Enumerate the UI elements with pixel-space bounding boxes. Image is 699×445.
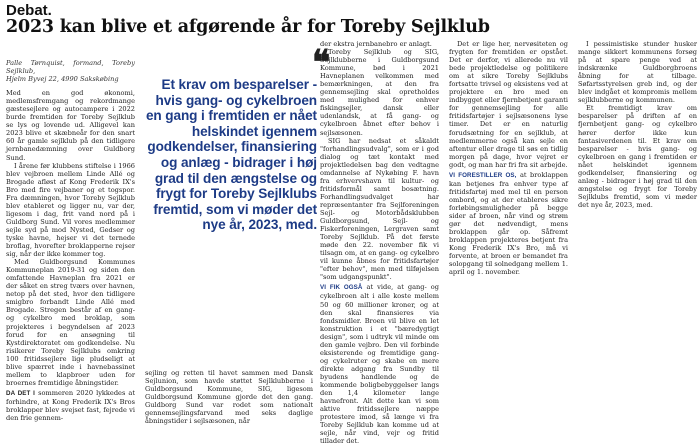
paragraph: I pessimistiske stunder husker mange sikkert kommunens forsøg på at spare penge ved at indskrænke Guldborgbroens åbning for at tilbage. Søfartsstyrelsen greb ind, og der blev indgået et kompromis mellem sejlklubberne og kommunen. xyxy=(578,40,697,105)
lead-text: sommeren 2020 lykkedes at forhindre, at Kong Frederik IX's Bros broklapper blev svejset fast, fejrede vi den frie gennem- xyxy=(6,388,135,423)
article-column-4 xyxy=(578,40,697,209)
pull-quote: Et krav om besparelser - hvis gang- og cykelbroen en gang i fremtiden er nået helskindet igennem godkendelser, finansiering og anlæg - bidrager i høj grad til den ængstelse og frygt for Toreby Sejlklubs fremtid, som vi møder det nye år, 2023, med. xyxy=(145,77,317,233)
paragraph: sejling og retten til havet sammen med Dansk Sejlunion, som havde støttet Sejlklubberne i Guldborgsund Kommune, SIG, ligesom Guldborgsund Kommune gjorde det den gang. Guldborg Sund var rodet som nationalt gennemsejlingsfarvand med seks daglige åbningstider i sejlsæsonen, når xyxy=(145,369,313,426)
paragraph: Det er lige her, nervøsiteten og frygten for fremtiden er opstået. Det er derfor, vi allerede nu vil bede projektledelse og politikere om at sikre Toreby Sejlklubs fortsatte trivsel og eksistens ved at projektere en bro med en indbygget eller fjernbetjent garanti for gennemsejling for alle fritidsfartøjer i sejlsæsonens lyse timer. Det er en naturlig forudsætning for en sejlklub, at medlemmerne også kan sejle en aftentur eller drage til søs en tidlig morgen på dage, hvor vejret er godt, og man har fri fra sit arbejde. xyxy=(449,40,568,169)
article-column-2-bottom xyxy=(145,369,313,425)
lead-text: at broklappen kan betjenes fra enhver type af fritidsfartøj med mel til en person ombord, og at der etableres sikre forløbingsmuligheder på begge sider af broen, når vind og strøm gør det nødvendigt, mens broklappen går op. Såfremt broklappen projekteres betjent fra Kong Frederik IX's Bro, må vi forvente, at broen er bemandet fra solopgang til solnedgang mellem 1. april og 1. november. xyxy=(449,170,568,277)
paragraph: Med Guldborgsund Kommunes Kommuneplan 2019-31 og siden den omfattende Havneplan fra 2021 er der såket en streg tværs over havnen, netop på det sted, hvor den tidligere smigbro forbandt Linde Allé med Brogade. Stregen består af en gang- og cykelbro med broklap, som projekteres i begyndelsen af 2023 forud for en ansøgning til Kystdirektoratet om godkendelse. Nu risikerer Toreby Sejlklubs omkring 100 fritidssejlere lige pludseligt at blive spærret inde i havnebassinet mellem to klapbroer uden for broernes fremtidige åbningstider. xyxy=(6,258,135,387)
paragraph-lead xyxy=(320,283,439,445)
paragraph: Med en god økonomi, medlemsfremgang og rekordmange gæstesejlere og autocampere i 2022 burde fremtiden for Toreby Sejlklub se lys og lovende ud. Alligevel kan 2023 blive et skæbneår for den snart 60 år gamle sejlklub på den tidligere jernbanedæmning over Guldborg Sund. xyxy=(6,89,135,162)
paragraph-lead xyxy=(449,171,568,277)
article-column-2 xyxy=(320,40,439,445)
section-label: Debat. xyxy=(6,2,52,19)
lead-text: at vide, at gang- og cykelbroen alt i alle koste mellem 50 og 60 millioner kroner, og at den skal finansieres via fondsmidler. Broen vil blive en let konstruktion i et "bæredygtigt design", som i udtryk vil minde om den gamle vejbro. Den vil forbinde eksisterende og fremtidige gang- og cykelruter og skabe en mere direkte adgang fra Sundby til byudens handlende og de kommende boligbebyggelser langs den 1,4 kilometer lange havnefront. Alt dette kan vi som aktive fritidssejlere næppe protestere imod, så længe vi fra Toreby Sejlklub kan komme ud at sejle, når vind, vejr og fritid tillader det. xyxy=(320,283,439,445)
paragraph: SIG har nedsat et såkaldt "forhandlingsudvalg", som er i god dialog og tæt kontakt med projektledelsen bag den vedtagne omdannelse af Nykøbing F. havn fra erhvervshavn til kultur- og fritidsformål samt bosætning. Forhandlingsudvalget har repræsentanter fra Sejlforeningen Sejl- og Motorbådsklubben Guldborgsund, Sejl- og Fiskerforeningen, Lergraven samt Toreby Sejlklub. På det første møde den 22. november fik vi tilsagn om, at en gang- og cykelbro vil kunne åbnes for fritidsfartøjer "efter behov", men med tilføjelsen "som udgangspunkt". xyxy=(320,136,439,282)
byline-address: Hjelm Byvej 22, 4990 Sakskøbing xyxy=(6,75,119,84)
paragraph: Et fremtidigt krav om besparelser på driften af en fjernbetjent gang- og cykelbro hører derfor ikke kun fantasiverdenen til. Et krav om besparelser - hvis gang- og cykelbroen en gang i fremtiden er nået helskindet igennem godkendelser, finansiering og anlæg - bidrager i høj grad til den ængstelse og frygt for Toreby Sejlklubs fremtid, som vi møder det nye år, 2023, med. xyxy=(578,104,697,209)
article-headline: 2023 kan blive et afgørende år for Toreby Sejlklub xyxy=(6,17,490,37)
lead-in: VI FIK OGSÅ xyxy=(320,284,363,292)
article-column-3 xyxy=(449,40,568,276)
byline-author: Palle Tørnquist, formand, Toreby Sejlklub, xyxy=(6,59,135,76)
paragraph-lead xyxy=(6,389,135,422)
lead-in: DA DET I xyxy=(6,389,36,397)
paragraph: der ekstra jernbanebro er anlagt. xyxy=(320,40,432,48)
quote-mark-icon: ❝ xyxy=(312,43,331,83)
paragraph: Toreby Sejlklub og SIG, Sejlklubberne i Guldborgsund Kommune, bød i 2021 Havneplanen velkommen med bemærkningen, at den fra gennemsejling skal opretholdes med mulighed for enhver fiskingsejler, dansk eller udenlandsk, at få gang- og cykelbroen åbnet efter behov i sejlsæsonen. xyxy=(320,48,439,137)
article-column-1 xyxy=(6,59,135,422)
paragraph: I årene før klubbens stiftelse i 1966 blev vejbroen mellem Linde Allé og Brogade afløst af Kong Frederik IX's Bro med fire vejbaner og et togspor. Fra dæmningen, hvor Toreby Sejlklub blev etableret og ligger nu, var der, ligesom i dag, frit vand nord på i Guldborg Sund. Vil vores medlemmer sejle syd på mod Nysted, Gedser og tyske havne, hejser vi det ternede broflag, hvorefter broklapperne rejser sig, når der ikke kommer tog. xyxy=(6,161,135,259)
lead-in: VI FORESTILLER OS, xyxy=(449,171,517,179)
